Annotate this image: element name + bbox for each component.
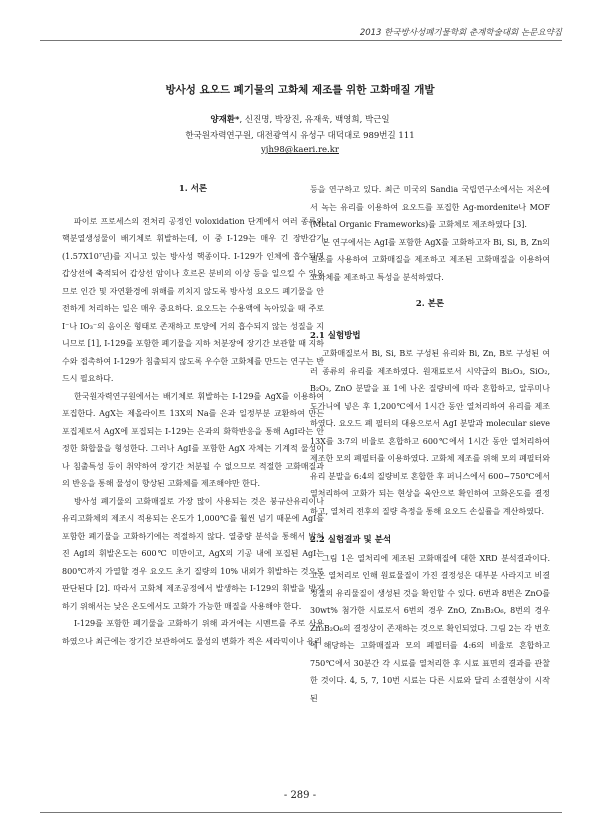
- coauthors: , 신진명, 박장진, 유재욱, 백영희, 박근일: [239, 115, 390, 125]
- section-heading-intro: 1. 서론: [178, 184, 208, 194]
- paper-title: 방사성 요오드 폐기물의 고화체 제조를 위한 고화매질 개발: [165, 84, 435, 96]
- intro-continuation: 등을 연구하고 있다. 최근 미국의 Sandia 국립연구소에서는 저온에서 녹는 유리를 이용하여 요오드를 포집한 Ag-mordenite나 MOF (Metal Organic Frameworks)를 고화체로 제조하였다 [3].: [310, 185, 550, 229]
- section-heading-body: 2. 본론: [415, 299, 445, 309]
- right-column: [310, 181, 550, 707]
- intro-last-paragraph: 본 연구에서는 AgI를 포함한 AgX를 고화하고자 Bi, Si, B, Zn의 원소를 사용하여 고화매질을 제조하고 제조된 고화매질을 이용하여 고화체를 제조하고 특성을 분석하였다.: [310, 237, 550, 282]
- methods-paragraph: 고화매질로서 Bi, Si, B로 구성된 유리와 Bi, Zn, B로 구성된 여러 종류의 유리를 제조하였다. 원재료로서 시약급의 Bi₂O₃, SiO₂, B₂O₃, ZnO 분말을 표 1에 나온 질량비에 따라 혼합하고, 알루미나 도가니에 넣은 후 1,200℃에서 1시간 동안 열처리하여 유리를 제조하였다. 요오드 폐 필터의 대용으로서 AgI 분말과 molecular sieve 13X를 3:7의 비율로 혼합하고 600℃에서 1시간 동안 열처리하여 제조한 모의 폐필터를 이용하였다. 고화체 제조를 위해 모의 폐필터와 유리 분말을 6:4의 질량비로 혼합한 후 퍼니스에서 600~750℃에서 열처리하여 고화가 되는 현상을 육안으로 확인하여 고화온도를 결정하고, 열처리 전후의 질량 측정을 통해 요오드 손실률을 계산하였다.: [310, 349, 550, 516]
- subsection-results: 2.2 실험결과 및 분석: [310, 535, 392, 545]
- intro-paragraph-3: 방사성 폐기물의 고화매질로 가장 많이 사용되는 것은 붕규산유리이나 유리고화체의 제조시 적용되는 온도가 1,000℃를 훨씬 넘기 때문에 AgI를 포함한 폐기물을 고화하기에는 적절하지 않다. 열중량 분석을 통해서 밝혀진 AgI의 휘발온도는 600℃ 미만이고, AgX의 기공 내에 포집된 AgI는 800℃까지 가열할 경우 요오드 초기 질량의 10% 내외가 휘발하는 것으로 판단된다 [2]. 따라서 고화체 제조공정에서 발생하는 I-129의 휘발을 방지하기 위해서는 낮은 온도에서도 고화가 가능한 매질을 사용해야 한다.: [62, 496, 324, 611]
- author-email[interactable]: yjh98@kaeri.re.kr: [261, 145, 339, 155]
- footer-rule: [40, 812, 562, 813]
- intro-paragraph-2: 한국원자력연구원에서는 배기체로 휘발하는 I-129를 AgX를 이용하여 포집한다. AgX는 제올라이트 13X의 Na를 은과 일정부분 교환하여 만든 포집제로서 AgX에 포집되는 I-129는 은과의 화학반응을 통해 AgI라는 안정한 화합물을 형성한다. 그러나 AgI를 포함한 AgX 자체는 기계적 물성이나 침출특성 등이 취약하여 장기간 처분될 수 없으므로 적절한 고화매질과의 반응을 통해 물성이 향상된 고화체를 제조해야만 한다.: [62, 391, 324, 488]
- intro-paragraph-1: 파이로 프로세스의 전처리 공정인 voloxidation 단계에서 여러 종류의 핵분열생성물이 배기체로 휘발하는데, 이 중 I-129는 매우 긴 장반감기 (1.57X10⁷년)를 지니고 있는 방사성 핵종이다. I-129가 인체에 흡수되면 갑상선에 축적되어 갑상선 암이나 호르몬 분비의 이상 등을 일으킬 수 있으므로 인간 및 자연환경에 위해를 끼치지 않도록 방사성 요오드 폐기물을 안전하게 처리하는 일은 매우 중요하다. 요오드는 수용액에 녹아있을 때 주로 I⁻나 IO₃⁻의 음이온 형태로 존재하고 토양에 거의 흡수되지 않는 성질을 지니므로 [1], I-129를 포함한 폐기물을 지하 처분장에 장기간 보관할 때 지하수와 접촉하여 I-129가 침출되지 않도록 우수한 고화체를 만드는 연구는 반드시 필요하다.: [62, 216, 324, 383]
- results-paragraph: 그림 1은 열처리에 제조된 고화매질에 대한 XRD 분석결과이다. 고온 열처리로 인해 원료물질이 가진 결정성은 대부분 사라지고 비결정질의 유리물질이 생성된 것을 확인할 수 있다. 6번과 8번은 ZnO를 30wt% 첨가한 시료로서 6번의 경우 ZnO, Zn₃B₂O₆, 8번의 경우 Zn₃B₂O₆의 결정상이 존재하는 것으로 확인되었다. 그림 2는 각 번호에 해당하는 고화매질과 모의 폐필터를 4:6의 비율로 혼합하고 750℃에서 30분간 각 시료를 열처리한 후 시료 표면의 결과를 관찰한 것이다. 4, 5, 7, 10번 시료는 다른 시료와 달리 소결현상이 시작된: [310, 553, 550, 703]
- running-header: 2013 한국방사성폐기물학회 춘계학술대회 논문요약집: [359, 28, 562, 38]
- page-number: - 289 -: [283, 790, 317, 801]
- left-column: [62, 181, 324, 650]
- author-line: [0, 113, 600, 125]
- header-rule: [40, 40, 562, 41]
- subsection-methods: 2.1 실험방법: [310, 330, 361, 341]
- first-author: 양재환*: [210, 115, 240, 125]
- intro-paragraph-4: I-129를 포함한 폐기물을 고화하기 위해 과거에는 시멘트를 주로 사용하였으나 최근에는 장기간 보관하여도 물성의 변화가 적은 세라믹이나 유리: [62, 619, 324, 646]
- affiliation: 한국원자력연구원, 대전광역시 유성구 대덕대로 989번길 111: [185, 131, 415, 141]
